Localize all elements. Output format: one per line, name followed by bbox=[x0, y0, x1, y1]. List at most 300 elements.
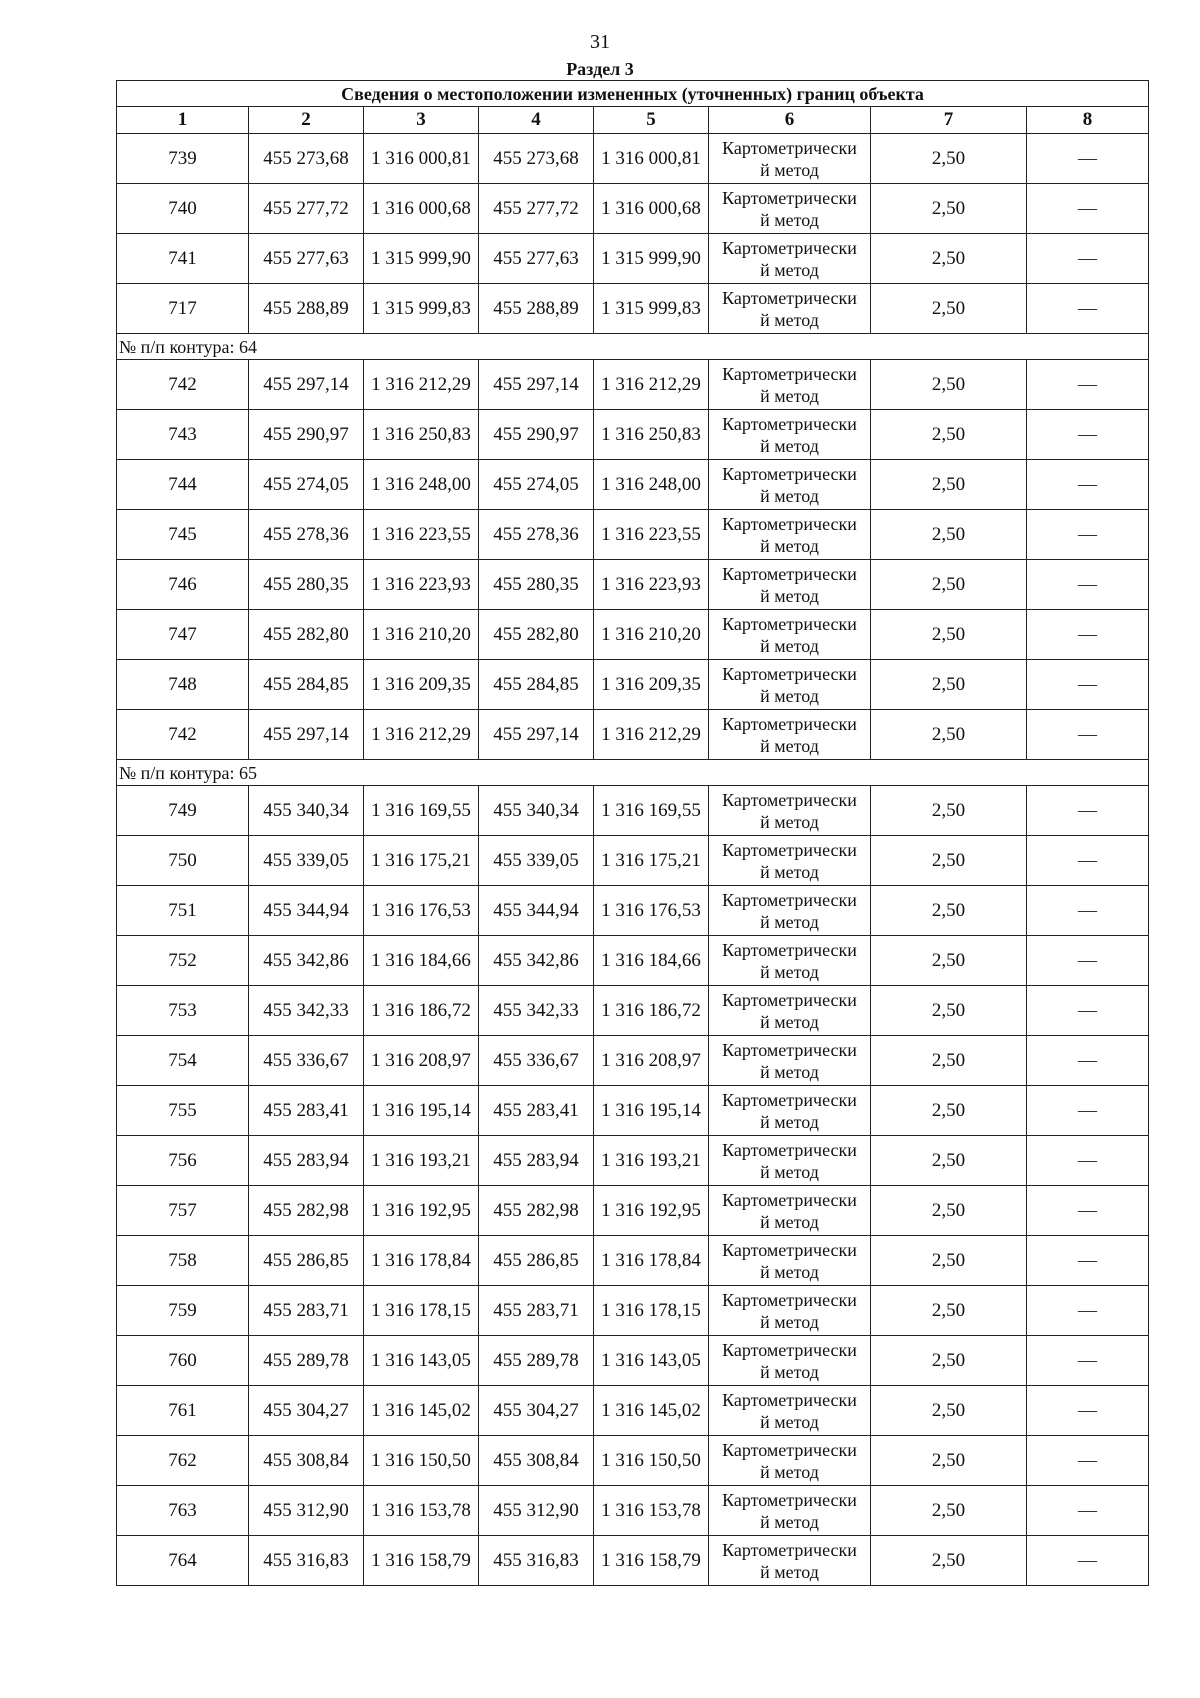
table-row bbox=[117, 134, 1149, 184]
y-coordinate-cell: 1 316 145,02 bbox=[364, 1386, 479, 1436]
method-cell bbox=[709, 1336, 871, 1386]
method-text-line2: й метод bbox=[760, 685, 819, 706]
method-text-line1: Картометрически bbox=[722, 363, 857, 384]
point-number-cell: 753 bbox=[117, 986, 249, 1036]
method-cell bbox=[709, 510, 871, 560]
y-coordinate-cell: 1 316 212,29 bbox=[594, 360, 709, 410]
x-coordinate-cell: 455 286,85 bbox=[249, 1236, 364, 1286]
method-text-line1: Картометрически bbox=[722, 237, 857, 258]
method-text-line2: й метод bbox=[760, 861, 819, 882]
method-text-line1: Картометрически bbox=[722, 1489, 857, 1510]
accuracy-cell: 2,50 bbox=[871, 184, 1027, 234]
table-caption: Сведения о местоположении измененных (уточненных) границ объекта bbox=[117, 81, 1149, 107]
y-coordinate-cell: 1 316 178,15 bbox=[594, 1286, 709, 1336]
column-header: 8 bbox=[1027, 107, 1149, 134]
method-text-line2: й метод bbox=[760, 259, 819, 280]
y-coordinate-cell: 1 316 208,97 bbox=[364, 1036, 479, 1086]
y-coordinate-cell: 1 316 223,93 bbox=[594, 560, 709, 610]
table-row bbox=[117, 1036, 1149, 1086]
x-coordinate-cell: 455 282,98 bbox=[479, 1186, 594, 1236]
accuracy-cell: 2,50 bbox=[871, 836, 1027, 886]
table-row bbox=[117, 410, 1149, 460]
accuracy-cell: 2,50 bbox=[871, 660, 1027, 710]
point-number-cell: 759 bbox=[117, 1286, 249, 1336]
x-coordinate-cell: 455 286,85 bbox=[479, 1236, 594, 1286]
method-text-line2: й метод bbox=[760, 585, 819, 606]
method-cell bbox=[709, 936, 871, 986]
accuracy-cell: 2,50 bbox=[871, 1386, 1027, 1436]
y-coordinate-cell: 1 316 000,81 bbox=[594, 134, 709, 184]
y-coordinate-cell: 1 315 999,90 bbox=[364, 234, 479, 284]
y-coordinate-cell: 1 316 150,50 bbox=[364, 1436, 479, 1486]
y-coordinate-cell: 1 316 210,20 bbox=[594, 610, 709, 660]
point-number-cell: 760 bbox=[117, 1336, 249, 1386]
x-coordinate-cell: 455 308,84 bbox=[249, 1436, 364, 1486]
table-row bbox=[117, 184, 1149, 234]
y-coordinate-cell: 1 316 186,72 bbox=[364, 986, 479, 1036]
method-cell bbox=[709, 134, 871, 184]
description-cell: — bbox=[1027, 460, 1149, 510]
accuracy-cell: 2,50 bbox=[871, 1136, 1027, 1186]
x-coordinate-cell: 455 304,27 bbox=[249, 1386, 364, 1436]
description-cell: — bbox=[1027, 786, 1149, 836]
method-cell bbox=[709, 786, 871, 836]
description-cell: — bbox=[1027, 610, 1149, 660]
method-cell bbox=[709, 660, 871, 710]
x-coordinate-cell: 455 274,05 bbox=[249, 460, 364, 510]
description-cell: — bbox=[1027, 1236, 1149, 1286]
y-coordinate-cell: 1 316 143,05 bbox=[594, 1336, 709, 1386]
accuracy-cell: 2,50 bbox=[871, 936, 1027, 986]
y-coordinate-cell: 1 316 184,66 bbox=[594, 936, 709, 986]
method-cell bbox=[709, 1536, 871, 1586]
column-header: 2 bbox=[249, 107, 364, 134]
method-text-line2: й метод bbox=[760, 1211, 819, 1232]
method-text-line1: Картометрически bbox=[722, 513, 857, 534]
point-number-cell: 762 bbox=[117, 1436, 249, 1486]
table-row bbox=[117, 560, 1149, 610]
x-coordinate-cell: 455 283,94 bbox=[479, 1136, 594, 1186]
y-coordinate-cell: 1 316 223,55 bbox=[364, 510, 479, 560]
x-coordinate-cell: 455 273,68 bbox=[249, 134, 364, 184]
x-coordinate-cell: 455 282,98 bbox=[249, 1186, 364, 1236]
table-row bbox=[117, 1136, 1149, 1186]
table-row bbox=[117, 510, 1149, 560]
column-number-row bbox=[117, 107, 1149, 134]
method-text-line1: Картометрически bbox=[722, 1389, 857, 1410]
method-text-line2: й метод bbox=[760, 961, 819, 982]
x-coordinate-cell: 455 274,05 bbox=[479, 460, 594, 510]
method-text-line2: й метод bbox=[760, 159, 819, 180]
y-coordinate-cell: 1 315 999,83 bbox=[364, 284, 479, 334]
method-text-line2: й метод bbox=[760, 635, 819, 656]
description-cell: — bbox=[1027, 1536, 1149, 1586]
method-text-line1: Картометрически bbox=[722, 1189, 857, 1210]
table-row bbox=[117, 284, 1149, 334]
table-row bbox=[117, 1386, 1149, 1436]
x-coordinate-cell: 455 342,33 bbox=[479, 986, 594, 1036]
contour-header-row bbox=[117, 334, 1149, 360]
method-cell bbox=[709, 410, 871, 460]
method-text-line1: Картометрически bbox=[722, 1239, 857, 1260]
x-coordinate-cell: 455 339,05 bbox=[479, 836, 594, 886]
method-text-line1: Картометрически bbox=[722, 939, 857, 960]
table-row bbox=[117, 710, 1149, 760]
y-coordinate-cell: 1 316 250,83 bbox=[594, 410, 709, 460]
description-cell: — bbox=[1027, 1486, 1149, 1536]
accuracy-cell: 2,50 bbox=[871, 1236, 1027, 1286]
y-coordinate-cell: 1 316 193,21 bbox=[364, 1136, 479, 1186]
description-cell: — bbox=[1027, 1286, 1149, 1336]
description-cell: — bbox=[1027, 1036, 1149, 1086]
method-text-line2: й метод bbox=[760, 1011, 819, 1032]
method-text-line1: Картометрически bbox=[722, 1339, 857, 1360]
description-cell: — bbox=[1027, 986, 1149, 1036]
y-coordinate-cell: 1 316 223,93 bbox=[364, 560, 479, 610]
y-coordinate-cell: 1 316 250,83 bbox=[364, 410, 479, 460]
method-text-line2: й метод bbox=[760, 1361, 819, 1382]
y-coordinate-cell: 1 316 208,97 bbox=[594, 1036, 709, 1086]
x-coordinate-cell: 455 342,33 bbox=[249, 986, 364, 1036]
point-number-cell: 754 bbox=[117, 1036, 249, 1086]
x-coordinate-cell: 455 297,14 bbox=[249, 360, 364, 410]
table-row bbox=[117, 360, 1149, 410]
method-text-line2: й метод bbox=[760, 309, 819, 330]
x-coordinate-cell: 455 312,90 bbox=[479, 1486, 594, 1536]
y-coordinate-cell: 1 316 195,14 bbox=[594, 1086, 709, 1136]
method-cell bbox=[709, 1086, 871, 1136]
method-text-line2: й метод bbox=[760, 385, 819, 406]
method-text-line1: Картометрически bbox=[722, 663, 857, 684]
column-header: 7 bbox=[871, 107, 1027, 134]
method-cell bbox=[709, 1136, 871, 1186]
y-coordinate-cell: 1 316 212,29 bbox=[364, 360, 479, 410]
y-coordinate-cell: 1 316 209,35 bbox=[594, 660, 709, 710]
table-row bbox=[117, 1436, 1149, 1486]
accuracy-cell: 2,50 bbox=[871, 410, 1027, 460]
point-number-cell: 746 bbox=[117, 560, 249, 610]
y-coordinate-cell: 1 316 210,20 bbox=[364, 610, 479, 660]
description-cell: — bbox=[1027, 134, 1149, 184]
y-coordinate-cell: 1 316 248,00 bbox=[594, 460, 709, 510]
method-text-line1: Картометрически bbox=[722, 287, 857, 308]
method-cell bbox=[709, 1036, 871, 1086]
method-cell bbox=[709, 986, 871, 1036]
y-coordinate-cell: 1 316 178,84 bbox=[364, 1236, 479, 1286]
accuracy-cell: 2,50 bbox=[871, 1286, 1027, 1336]
method-text-line2: й метод bbox=[760, 1561, 819, 1582]
description-cell: — bbox=[1027, 410, 1149, 460]
point-number-cell: 739 bbox=[117, 134, 249, 184]
y-coordinate-cell: 1 316 248,00 bbox=[364, 460, 479, 510]
y-coordinate-cell: 1 316 184,66 bbox=[364, 936, 479, 986]
contour-header-row bbox=[117, 760, 1149, 786]
description-cell: — bbox=[1027, 234, 1149, 284]
table-row bbox=[117, 610, 1149, 660]
x-coordinate-cell: 455 284,85 bbox=[479, 660, 594, 710]
accuracy-cell: 2,50 bbox=[871, 360, 1027, 410]
y-coordinate-cell: 1 316 158,79 bbox=[594, 1536, 709, 1586]
table-row bbox=[117, 1286, 1149, 1336]
method-text-line2: й метод bbox=[760, 735, 819, 756]
description-cell: — bbox=[1027, 886, 1149, 936]
accuracy-cell: 2,50 bbox=[871, 1086, 1027, 1136]
table-row bbox=[117, 1336, 1149, 1386]
point-number-cell: 756 bbox=[117, 1136, 249, 1186]
contour-label: № п/п контура: 64 bbox=[117, 334, 1149, 360]
method-text-line1: Картометрически bbox=[722, 1089, 857, 1110]
y-coordinate-cell: 1 316 176,53 bbox=[364, 886, 479, 936]
method-text-line1: Картометрически bbox=[722, 839, 857, 860]
method-cell bbox=[709, 886, 871, 936]
method-cell bbox=[709, 1486, 871, 1536]
column-header: 5 bbox=[594, 107, 709, 134]
point-number-cell: 748 bbox=[117, 660, 249, 710]
point-number-cell: 758 bbox=[117, 1236, 249, 1286]
accuracy-cell: 2,50 bbox=[871, 1336, 1027, 1386]
method-text-line2: й метод bbox=[760, 1511, 819, 1532]
table-row bbox=[117, 1236, 1149, 1286]
point-number-cell: 763 bbox=[117, 1486, 249, 1536]
y-coordinate-cell: 1 316 192,95 bbox=[594, 1186, 709, 1236]
table-row bbox=[117, 886, 1149, 936]
x-coordinate-cell: 455 273,68 bbox=[479, 134, 594, 184]
point-number-cell: 751 bbox=[117, 886, 249, 936]
x-coordinate-cell: 455 277,72 bbox=[479, 184, 594, 234]
method-cell bbox=[709, 836, 871, 886]
y-coordinate-cell: 1 316 186,72 bbox=[594, 986, 709, 1036]
method-cell bbox=[709, 610, 871, 660]
method-text-line1: Картометрически bbox=[722, 713, 857, 734]
description-cell: — bbox=[1027, 1436, 1149, 1486]
method-text-line2: й метод bbox=[760, 535, 819, 556]
description-cell: — bbox=[1027, 936, 1149, 986]
table-row bbox=[117, 986, 1149, 1036]
x-coordinate-cell: 455 344,94 bbox=[249, 886, 364, 936]
x-coordinate-cell: 455 297,14 bbox=[479, 360, 594, 410]
y-coordinate-cell: 1 316 176,53 bbox=[594, 886, 709, 936]
description-cell: — bbox=[1027, 184, 1149, 234]
y-coordinate-cell: 1 316 169,55 bbox=[594, 786, 709, 836]
y-coordinate-cell: 1 316 212,29 bbox=[594, 710, 709, 760]
x-coordinate-cell: 455 283,41 bbox=[479, 1086, 594, 1136]
description-cell: — bbox=[1027, 510, 1149, 560]
table-row bbox=[117, 936, 1149, 986]
accuracy-cell: 2,50 bbox=[871, 234, 1027, 284]
accuracy-cell: 2,50 bbox=[871, 134, 1027, 184]
description-cell: — bbox=[1027, 1386, 1149, 1436]
y-coordinate-cell: 1 316 223,55 bbox=[594, 510, 709, 560]
point-number-cell: 752 bbox=[117, 936, 249, 986]
point-number-cell: 755 bbox=[117, 1086, 249, 1136]
x-coordinate-cell: 455 283,94 bbox=[249, 1136, 364, 1186]
point-number-cell: 740 bbox=[117, 184, 249, 234]
method-text-line2: й метод bbox=[760, 1311, 819, 1332]
point-number-cell: 757 bbox=[117, 1186, 249, 1236]
column-header: 4 bbox=[479, 107, 594, 134]
x-coordinate-cell: 455 282,80 bbox=[479, 610, 594, 660]
method-text-line1: Картометрически bbox=[722, 187, 857, 208]
table-row bbox=[117, 1536, 1149, 1586]
point-number-cell: 749 bbox=[117, 786, 249, 836]
method-text-line1: Картометрически bbox=[722, 137, 857, 158]
method-text-line1: Картометрически bbox=[722, 989, 857, 1010]
y-coordinate-cell: 1 315 999,83 bbox=[594, 284, 709, 334]
description-cell: — bbox=[1027, 710, 1149, 760]
x-coordinate-cell: 455 316,83 bbox=[479, 1536, 594, 1586]
y-coordinate-cell: 1 316 145,02 bbox=[594, 1386, 709, 1436]
x-coordinate-cell: 455 344,94 bbox=[479, 886, 594, 936]
accuracy-cell: 2,50 bbox=[871, 786, 1027, 836]
description-cell: — bbox=[1027, 1186, 1149, 1236]
x-coordinate-cell: 455 342,86 bbox=[249, 936, 364, 986]
x-coordinate-cell: 455 336,67 bbox=[479, 1036, 594, 1086]
y-coordinate-cell: 1 316 169,55 bbox=[364, 786, 479, 836]
y-coordinate-cell: 1 316 212,29 bbox=[364, 710, 479, 760]
description-cell: — bbox=[1027, 284, 1149, 334]
method-text-line2: й метод bbox=[760, 1461, 819, 1482]
x-coordinate-cell: 455 278,36 bbox=[479, 510, 594, 560]
column-header: 1 bbox=[117, 107, 249, 134]
accuracy-cell: 2,50 bbox=[871, 284, 1027, 334]
x-coordinate-cell: 455 283,41 bbox=[249, 1086, 364, 1136]
section-title: Раздел 3 bbox=[566, 59, 634, 79]
table-row bbox=[117, 234, 1149, 284]
point-number-cell: 743 bbox=[117, 410, 249, 460]
x-coordinate-cell: 455 280,35 bbox=[249, 560, 364, 610]
point-number-cell: 742 bbox=[117, 360, 249, 410]
x-coordinate-cell: 455 316,83 bbox=[249, 1536, 364, 1586]
x-coordinate-cell: 455 284,85 bbox=[249, 660, 364, 710]
column-header: 6 bbox=[709, 107, 871, 134]
description-cell: — bbox=[1027, 836, 1149, 886]
y-coordinate-cell: 1 316 175,21 bbox=[364, 836, 479, 886]
x-coordinate-cell: 455 336,67 bbox=[249, 1036, 364, 1086]
y-coordinate-cell: 1 316 000,81 bbox=[364, 134, 479, 184]
method-text-line2: й метод bbox=[760, 1161, 819, 1182]
point-number-cell: 750 bbox=[117, 836, 249, 886]
method-text-line2: й метод bbox=[760, 1261, 819, 1282]
method-text-line2: й метод bbox=[760, 209, 819, 230]
point-number-cell: 744 bbox=[117, 460, 249, 510]
y-coordinate-cell: 1 316 150,50 bbox=[594, 1436, 709, 1486]
y-coordinate-cell: 1 316 000,68 bbox=[594, 184, 709, 234]
description-cell: — bbox=[1027, 660, 1149, 710]
table-row bbox=[117, 1186, 1149, 1236]
x-coordinate-cell: 455 277,72 bbox=[249, 184, 364, 234]
y-coordinate-cell: 1 316 153,78 bbox=[594, 1486, 709, 1536]
x-coordinate-cell: 455 280,35 bbox=[479, 560, 594, 610]
x-coordinate-cell: 455 288,89 bbox=[249, 284, 364, 334]
point-number-cell: 761 bbox=[117, 1386, 249, 1436]
method-cell bbox=[709, 1236, 871, 1286]
table-row bbox=[117, 1086, 1149, 1136]
accuracy-cell: 2,50 bbox=[871, 986, 1027, 1036]
x-coordinate-cell: 455 340,34 bbox=[249, 786, 364, 836]
x-coordinate-cell: 455 297,14 bbox=[479, 710, 594, 760]
accuracy-cell: 2,50 bbox=[871, 1536, 1027, 1586]
description-cell: — bbox=[1027, 560, 1149, 610]
method-text-line1: Картометрически bbox=[722, 1039, 857, 1060]
y-coordinate-cell: 1 316 195,14 bbox=[364, 1086, 479, 1136]
accuracy-cell: 2,50 bbox=[871, 1036, 1027, 1086]
x-coordinate-cell: 455 283,71 bbox=[479, 1286, 594, 1336]
accuracy-cell: 2,50 bbox=[871, 710, 1027, 760]
accuracy-cell: 2,50 bbox=[871, 560, 1027, 610]
point-number-cell: 747 bbox=[117, 610, 249, 660]
x-coordinate-cell: 455 297,14 bbox=[249, 710, 364, 760]
method-cell bbox=[709, 710, 871, 760]
y-coordinate-cell: 1 316 209,35 bbox=[364, 660, 479, 710]
x-coordinate-cell: 455 277,63 bbox=[479, 234, 594, 284]
x-coordinate-cell: 455 342,86 bbox=[479, 936, 594, 986]
accuracy-cell: 2,50 bbox=[871, 460, 1027, 510]
y-coordinate-cell: 1 316 000,68 bbox=[364, 184, 479, 234]
accuracy-cell: 2,50 bbox=[871, 1186, 1027, 1236]
page-number: 31 bbox=[590, 31, 610, 53]
x-coordinate-cell: 455 290,97 bbox=[479, 410, 594, 460]
accuracy-cell: 2,50 bbox=[871, 1486, 1027, 1536]
method-cell bbox=[709, 284, 871, 334]
method-cell bbox=[709, 560, 871, 610]
method-text-line2: й метод bbox=[760, 485, 819, 506]
method-text-line2: й метод bbox=[760, 435, 819, 456]
column-header: 3 bbox=[364, 107, 479, 134]
x-coordinate-cell: 455 277,63 bbox=[249, 234, 364, 284]
method-text-line1: Картометрически bbox=[722, 789, 857, 810]
method-cell bbox=[709, 1386, 871, 1436]
method-text-line2: й метод bbox=[760, 1111, 819, 1132]
point-number-cell: 717 bbox=[117, 284, 249, 334]
y-coordinate-cell: 1 316 178,84 bbox=[594, 1236, 709, 1286]
table-row bbox=[117, 460, 1149, 510]
x-coordinate-cell: 455 312,90 bbox=[249, 1486, 364, 1536]
table-row bbox=[117, 836, 1149, 886]
y-coordinate-cell: 1 316 178,15 bbox=[364, 1286, 479, 1336]
table-row bbox=[117, 1486, 1149, 1536]
method-text-line1: Картометрически bbox=[722, 563, 857, 584]
method-text-line2: й метод bbox=[760, 811, 819, 832]
accuracy-cell: 2,50 bbox=[871, 510, 1027, 560]
description-cell: — bbox=[1027, 360, 1149, 410]
table-row bbox=[117, 786, 1149, 836]
method-text-line1: Картометрически bbox=[722, 463, 857, 484]
method-text-line1: Картометрически bbox=[722, 1289, 857, 1310]
x-coordinate-cell: 455 289,78 bbox=[479, 1336, 594, 1386]
method-cell bbox=[709, 234, 871, 284]
method-text-line1: Картометрически bbox=[722, 1439, 857, 1460]
accuracy-cell: 2,50 bbox=[871, 610, 1027, 660]
method-text-line2: й метод bbox=[760, 1411, 819, 1432]
x-coordinate-cell: 455 288,89 bbox=[479, 284, 594, 334]
point-number-cell: 742 bbox=[117, 710, 249, 760]
description-cell: — bbox=[1027, 1336, 1149, 1386]
y-coordinate-cell: 1 316 143,05 bbox=[364, 1336, 479, 1386]
method-text-line2: й метод bbox=[760, 1061, 819, 1082]
x-coordinate-cell: 455 304,27 bbox=[479, 1386, 594, 1436]
x-coordinate-cell: 455 282,80 bbox=[249, 610, 364, 660]
coordinates-table bbox=[116, 80, 1149, 1586]
method-cell bbox=[709, 1436, 871, 1486]
point-number-cell: 745 bbox=[117, 510, 249, 560]
y-coordinate-cell: 1 315 999,90 bbox=[594, 234, 709, 284]
method-cell bbox=[709, 184, 871, 234]
x-coordinate-cell: 455 290,97 bbox=[249, 410, 364, 460]
y-coordinate-cell: 1 316 158,79 bbox=[364, 1536, 479, 1586]
method-text-line2: й метод bbox=[760, 911, 819, 932]
accuracy-cell: 2,50 bbox=[871, 886, 1027, 936]
x-coordinate-cell: 455 339,05 bbox=[249, 836, 364, 886]
